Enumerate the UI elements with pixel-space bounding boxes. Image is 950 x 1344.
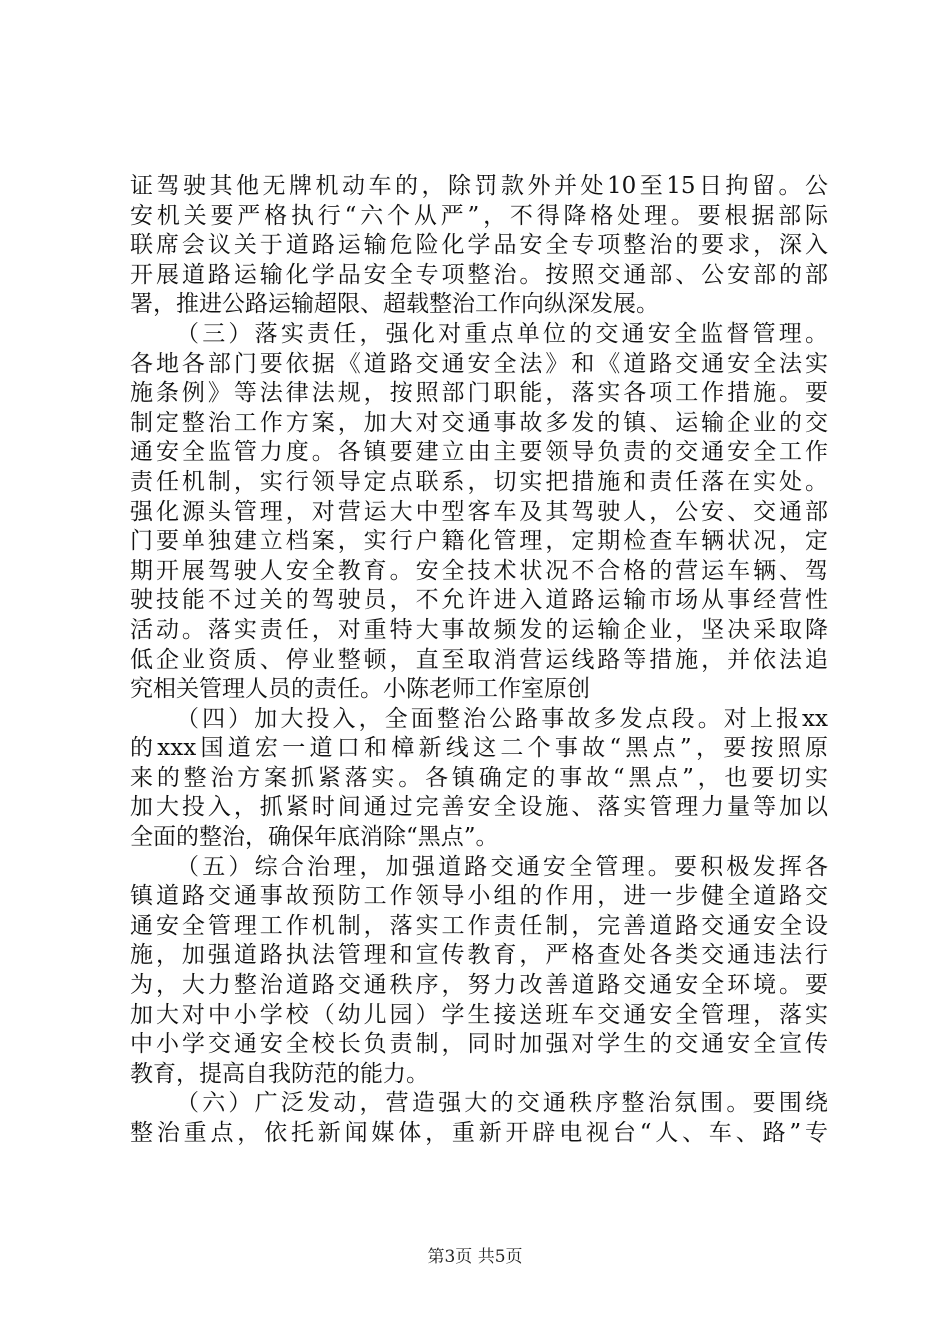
- text-line: 责任机制，实行领导定点联系，切实把措施和责任落在实处。: [130, 468, 828, 495]
- text-line: 整治重点，依托新闻媒体，重新开辟电视台“人、车、路”专: [130, 1120, 828, 1146]
- text-line: 制定整治工作方案，加大对交通事故多发的镇、运输企业的交: [130, 409, 828, 436]
- text-line: 期开展驾驶人安全教育。安全技术状况不合格的营运车辆、驾: [130, 557, 828, 584]
- text-line: 开展道路运输化学品安全专项整治。按照交通部、公安部的部: [130, 261, 828, 288]
- section-heading-4: （四）加大投入，全面整治公路事故多发点段。对上报xx: [176, 705, 828, 732]
- text-line: 强化源头管理，对营运大中型客车及其驾驶人，公安、交通部: [130, 498, 828, 525]
- text-line: 门要单独建立档案，实行户籍化管理，定期检查车辆状况，定: [130, 528, 828, 555]
- text-line: 各地各部门要依据《道路交通安全法》和《道路交通安全法实: [130, 350, 828, 377]
- text-line: 教育，提高自我防范的能力。: [130, 1060, 429, 1087]
- text-line: 证驾驶其他无牌机动车的，除罚款外并处10至15日拘留。公: [130, 173, 828, 199]
- text-line: 通安全监管力度。各镇要建立由主要领导负责的交通安全工作: [130, 439, 828, 466]
- text-line: 镇道路交通事故预防工作领导小组的作用，进一步健全道路交: [130, 883, 828, 910]
- text-line: 通安全管理工作机制，落实工作责任制，完善道路交通安全设: [130, 912, 828, 939]
- section-heading-6: （六）广泛发动，营造强大的交通秩序整治氛围。要围绕: [176, 1090, 828, 1117]
- text-line: 低企业资质、停业整顿，直至取消营运线路等措施，并依法追: [130, 646, 828, 673]
- page-footer: 第3页 共5页: [427, 1247, 523, 1267]
- section-heading-3: （三）落实责任，强化对重点单位的交通安全监督管理。: [176, 320, 828, 347]
- text-line: 全面的整治，确保年底消除“黑点”。: [130, 824, 499, 851]
- text-line: 的xxx国道宏一道口和樟新线这二个事故“黑点”，要按照原: [130, 735, 828, 762]
- text-line: 施条例》等法律法规，按照部门职能，落实各项工作措施。要: [130, 380, 828, 407]
- text-line: 来的整治方案抓紧落实。各镇确定的事故“黑点”，也要切实: [130, 764, 828, 791]
- text-line: 加大投入，抓紧时间通过完善安全设施、落实管理力量等加以: [130, 794, 828, 821]
- text-line: 联席会议关于道路运输危险化学品安全专项整治的要求，深入: [130, 232, 828, 259]
- section-heading-5: （五）综合治理，加强道路交通安全管理。要积极发挥各: [176, 853, 828, 880]
- text-line: 活动。落实责任，对重特大事故频发的运输企业，坚决采取降: [130, 616, 828, 643]
- text-line: 施，加强道路执法管理和宣传教育，严格查处各类交通违法行: [130, 942, 828, 969]
- text-line: 中小学交通安全校长负责制，同时加强对学生的交通安全宣传: [130, 1031, 828, 1058]
- document-body: [130, 172, 828, 1149]
- text-line: 究相关管理人员的责任。小陈老师工作室原创: [130, 676, 590, 703]
- text-line: 署，推进公路运输超限、超载整治工作向纵深发展。: [130, 291, 659, 318]
- text-line: 安机关要严格执行“六个从严”，不得降格处理。要根据部际: [130, 202, 828, 229]
- text-line: 为，大力整治道路交通秩序，努力改善道路交通安全环境。要: [130, 972, 828, 999]
- text-line: 驶技能不过关的驾驶员，不允许进入道路运输市场从事经营性: [130, 587, 828, 614]
- text-line: 加大对中小学校（幼儿园）学生接送班车交通安全管理，落实: [130, 1001, 828, 1028]
